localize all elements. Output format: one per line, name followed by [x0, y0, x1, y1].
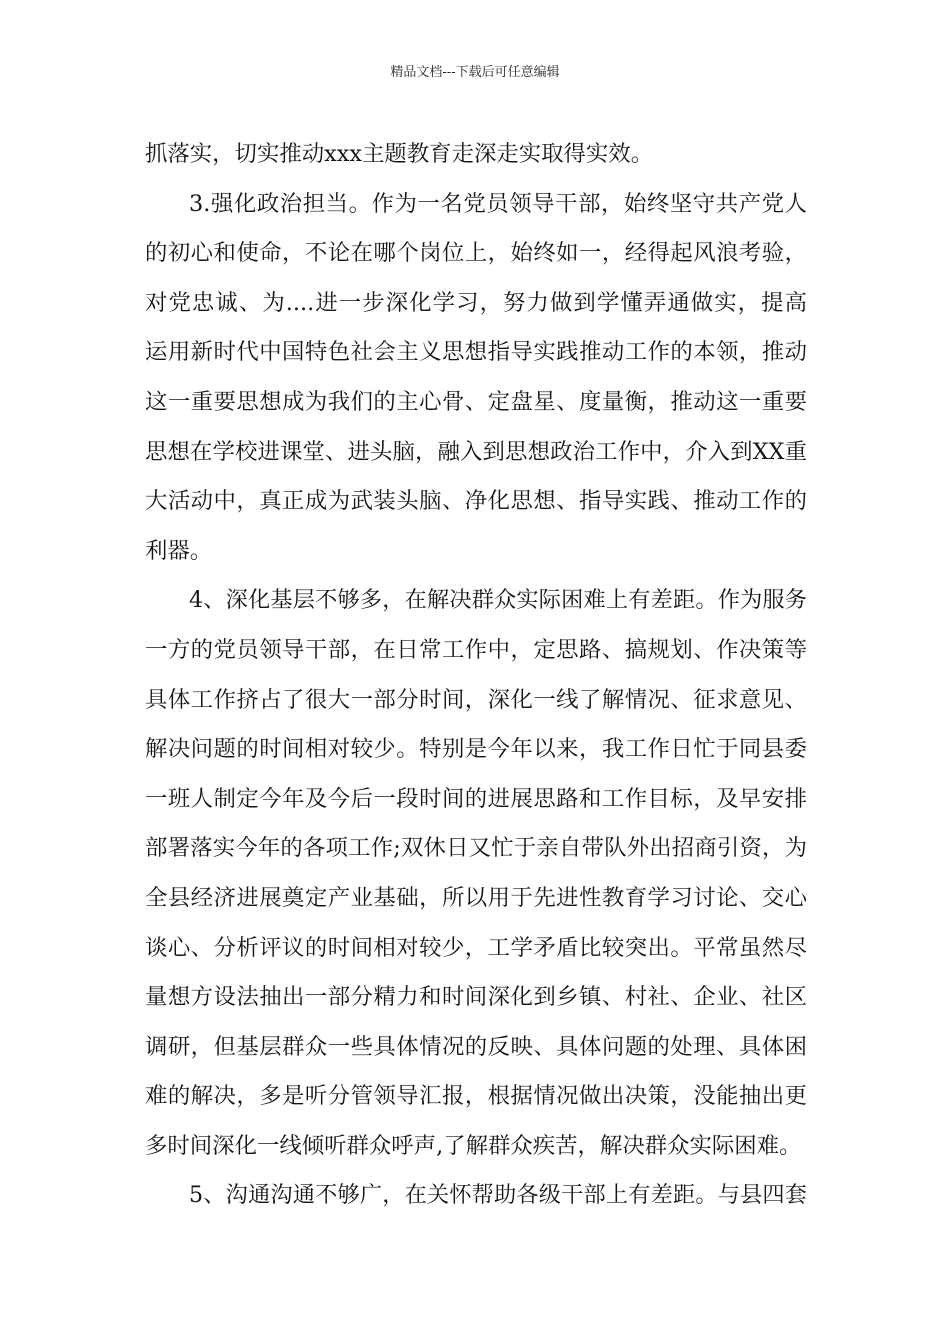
text-line: 运用新时代中国特色社会主义思想指导实践推动工作的本领，推动	[145, 339, 807, 366]
text-line: 抓落实，切实推动xxx主题教育走深走实取得实效。	[145, 141, 654, 167]
text-line: 的初心和使命，不论在哪个岗位上，始终如一，经得起风浪考验，	[145, 240, 807, 267]
text-line: 部署落实今年的各项工作;双休日又忙于亲自带队外出招商引资，为	[145, 835, 807, 862]
text-line: 谈心、分析评议的时间相对较少，工学矛盾比较突出。平常虽然尽	[145, 934, 807, 961]
text-line: 多时间深化一线倾听群众呼声,了解群众疾苦，解决群众实际困难。	[145, 1132, 802, 1159]
text-line: 利器。	[145, 537, 213, 564]
text-line: 具体工作挤占了很大一部分时间，深化一线了解情况、征求意见、	[145, 686, 807, 713]
text-line: 难的解决，多是听分管领导汇报，根据情况做出决策，没能抽出更	[145, 1083, 807, 1110]
text-line: 调研，但基层群众一些具体情况的反映、具体问题的处理、具体困	[145, 1033, 807, 1060]
text-line: 这一重要思想成为我们的主心骨、定盘星、度量衡，推动这一重要	[145, 388, 807, 415]
text-line: 一方的党员领导干部，在日常工作中，定思路、搞规划、作决策等	[145, 636, 807, 663]
text-line: 对党忠诚、为....进一步深化学习，努力做到学懂弄通做实，提高	[145, 289, 807, 316]
document-body	[145, 130, 807, 1221]
text-line: 量想方设法抽出一部分精力和时间深化到乡镇、村社、企业、社区	[145, 984, 807, 1011]
text-line: 全县经济进展奠定产业基础，所以用于先进性教育学习讨论、交心	[145, 884, 807, 911]
text-line: 一班人制定今年及今后一段时间的进展思路和工作目标，及早安排	[145, 785, 807, 812]
text-line: 思想在学校进课堂、进头脑，融入到思想政治工作中，介入到XX重	[145, 438, 807, 465]
page-header: 精品文档---下载后可任意编辑	[390, 65, 560, 80]
text-line: 5、沟通沟通不够广，在关怀帮助各级干部上有差距。与县四套	[189, 1182, 807, 1209]
text-line: 3.强化政治担当。作为一名党员领导干部，始终坚守共产党人	[189, 190, 807, 217]
text-line: 4、深化基层不够多，在解决群众实际困难上有差距。作为服务	[189, 587, 807, 614]
text-line: 大活动中，真正成为武装头脑、净化思想、指导实践、推动工作的	[145, 488, 807, 515]
text-line: 解决问题的时间相对较少。特别是今年以来，我工作日忙于同县委	[145, 736, 807, 763]
